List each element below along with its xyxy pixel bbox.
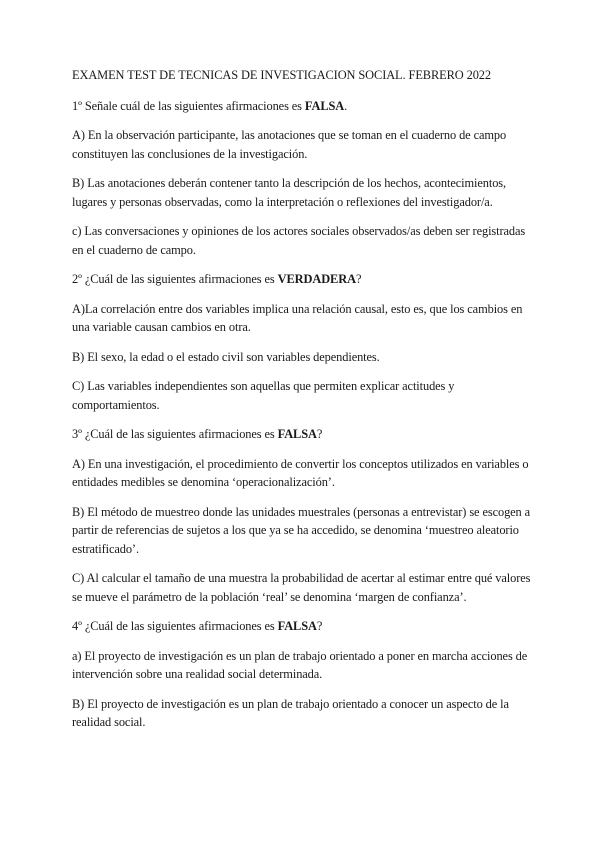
question-1 — [72, 97, 532, 260]
question-3-heading — [72, 425, 532, 444]
question-3-keyword: FALSA — [277, 427, 317, 441]
question-1-heading — [72, 97, 532, 116]
question-3-suffix: ? — [316, 427, 323, 441]
question-1-option-c: c) Las conversaciones y opiniones de los actores sociales observados/as deben ser registradas en el cuaderno de campo. — [72, 224, 526, 257]
question-4-suffix: ? — [316, 619, 323, 633]
question-3-option-a: A) En una investigación, el procedimiento de convertir los conceptos utilizados en variables o entidades medibles se denomina ‘operacionalización’. — [72, 456, 529, 489]
question-4-heading — [72, 617, 532, 636]
question-1-suffix: . — [344, 98, 348, 113]
question-2 — [72, 270, 532, 414]
question-1-keyword: FALSA — [304, 98, 345, 113]
document-page — [72, 66, 532, 743]
question-4-option-b: B) El proyecto de investigación es un plan de trabajo orientado a conocer un aspecto de la realidad social. — [72, 696, 509, 729]
question-2-option-c: C) Las variables independientes son aquellas que permiten explicar actitudes y comportamientos. — [72, 379, 455, 412]
question-3-option-c: C) Al calcular el tamaño de una muestra la probabilidad de acertar al estimar entre qué valores se mueve el parámetro de la población ‘real’ se denomina ‘margen de confianza’. — [72, 571, 531, 604]
question-1-option-b: B) Las anotaciones deberán contener tanto la descripción de los hechos, acontecimientos, lugares y personas observadas, como la interpretación o reflexiones del investigador/a. — [72, 176, 507, 209]
question-2-option-b: B) El sexo, la edad o el estado civil son variables dependientes. — [72, 349, 380, 364]
question-4 — [72, 617, 532, 732]
question-1-option-a: A) En la observación participante, las anotaciones que se toman en el cuaderno de campo constituyen las conclusiones de la investigación. — [72, 128, 507, 161]
question-2-keyword: VERDADERA — [277, 272, 356, 286]
question-2-prefix: 2º ¿Cuál de las siguientes afirmaciones es — [72, 272, 278, 286]
question-3-prefix: 3º ¿Cuál de las siguientes afirmaciones es — [72, 427, 278, 441]
question-2-option-a: A)La correlación entre dos variables implica una relación causal, esto es, que los cambios en una variable causan cambios en otra. — [72, 301, 523, 334]
question-3-option-b: B) El método de muestreo donde las unidades muestrales (personas a entrevistar) se escogen a partir de referencias de sujetos a los que ya se ha accedido, se denomina ‘muestreo aleatorio estratificado’. — [72, 504, 531, 556]
question-1-prefix: 1º Señale cuál de las siguientes afirmaciones es — [72, 98, 305, 113]
question-2-suffix: ? — [355, 272, 362, 286]
question-4-keyword: FALSA — [277, 619, 317, 633]
question-4-prefix: 4º ¿Cuál de las siguientes afirmaciones es — [72, 619, 278, 633]
question-4-option-a: a) El proyecto de investigación es un plan de trabajo orientado a poner en marcha acciones de intervención sobre una realidad social determinada. — [72, 648, 528, 681]
question-2-heading — [72, 270, 532, 289]
document-title: EXAMEN TEST DE TECNICAS DE INVESTIGACION SOCIAL. FEBRERO 2022 — [72, 68, 491, 82]
question-3 — [72, 425, 532, 606]
